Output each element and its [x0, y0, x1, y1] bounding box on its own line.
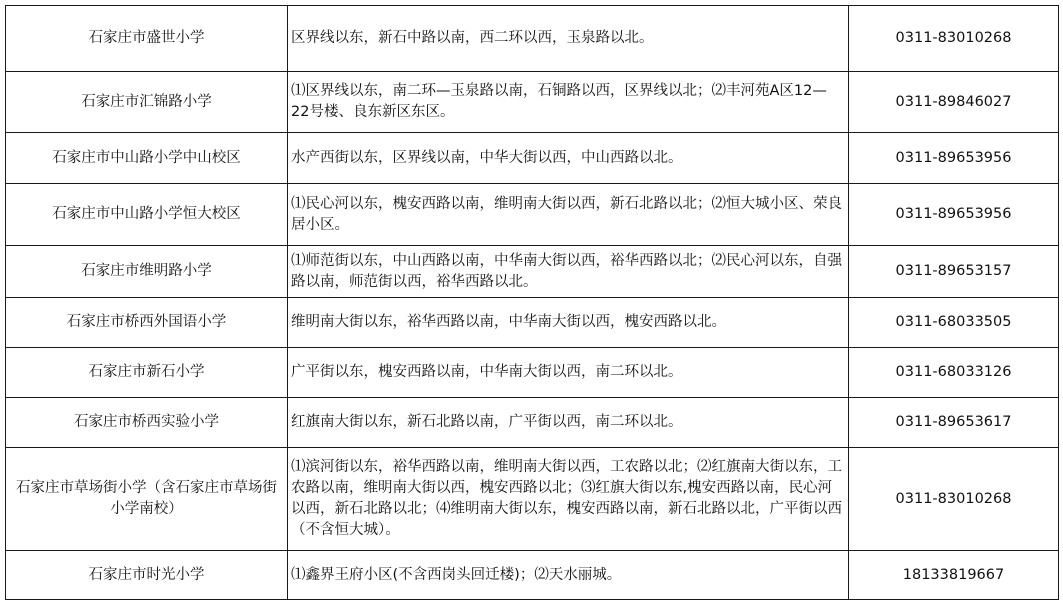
enrollment-area: 红旗南大街以东，新石北路以南，广平街以西，南二环以北。: [288, 398, 849, 448]
table-row: [6, 448, 1059, 551]
contact-phone: 0311-89653617: [849, 398, 1059, 448]
enrollment-area: ⑴民心河以东，槐安西路以南，维明南大街以西，新石北路以北；⑵恒大城小区、荣良居小区。: [288, 184, 849, 246]
table-row: [6, 72, 1059, 133]
school-name: 石家庄市维明路小学: [6, 246, 288, 298]
enrollment-area: 维明南大街以东，裕华西路以南，中华南大街以西，槐安西路以北。: [288, 298, 849, 348]
table-row: [6, 133, 1059, 184]
table-row: [6, 348, 1059, 398]
enrollment-area: 水产西街以东，区界线以南，中华大街以西，中山西路以北。: [288, 133, 849, 184]
enrollment-area: 区界线以东，新石中路以南，西二环以西，玉泉路以北。: [288, 6, 849, 72]
school-name: 石家庄市草场街小学（含石家庄市草场街小学南校）: [6, 448, 288, 551]
school-name: 石家庄市新石小学: [6, 348, 288, 398]
enrollment-area: ⑴鑫界王府小区(不含西岗头回迁楼)；⑵天水丽城。: [288, 551, 849, 600]
contact-phone: 0311-89653956: [849, 133, 1059, 184]
contact-phone: 0311-83010268: [849, 6, 1059, 72]
table-row: [6, 298, 1059, 348]
table-row: [6, 6, 1059, 72]
school-name: 石家庄市时光小学: [6, 551, 288, 600]
school-name: 石家庄市桥西实验小学: [6, 398, 288, 448]
enrollment-area: ⑴滨河街以东，裕华西路以南，维明南大街以西，工农路以北；⑵红旗南大街以东，工农路以南，维明南大街以西，槐安西路以北；⑶红旗大街以东,槐安西路以南，民心河以西，新石北路以北；⑷维明南大街以东，槐安西路以南，新石北路以北，广平街以西（不含恒大城）。: [288, 448, 849, 551]
school-name: 石家庄市中山路小学中山校区: [6, 133, 288, 184]
enrollment-area: ⑴区界线以东，南二环—玉泉路以南，石铜路以西，区界线以北；⑵丰河苑A区12—22号楼、良东新区东区。: [288, 72, 849, 133]
school-name: 石家庄市汇锦路小学: [6, 72, 288, 133]
contact-phone: 18133819667: [849, 551, 1059, 600]
contact-phone: 0311-68033126: [849, 348, 1059, 398]
enrollment-area: ⑴师范街以东，中山西路以南，中华南大街以西，裕华西路以北；⑵民心河以东，自强路以南，师范街以西，裕华西路以北。: [288, 246, 849, 298]
table-row: [6, 551, 1059, 600]
contact-phone: 0311-68033505: [849, 298, 1059, 348]
table-row: [6, 246, 1059, 298]
school-name: 石家庄市中山路小学恒大校区: [6, 184, 288, 246]
table-row: [6, 398, 1059, 448]
school-name: 石家庄市盛世小学: [6, 6, 288, 72]
contact-phone: 0311-83010268: [849, 448, 1059, 551]
school-name: 石家庄市桥西外国语小学: [6, 298, 288, 348]
contact-phone: 0311-89846027: [849, 72, 1059, 133]
contact-phone: 0311-89653157: [849, 246, 1059, 298]
enrollment-area: 广平街以东，槐安西路以南，中华南大街以西，南二环以北。: [288, 348, 849, 398]
table-row: [6, 184, 1059, 246]
school-district-table: [5, 5, 1059, 600]
contact-phone: 0311-89653956: [849, 184, 1059, 246]
